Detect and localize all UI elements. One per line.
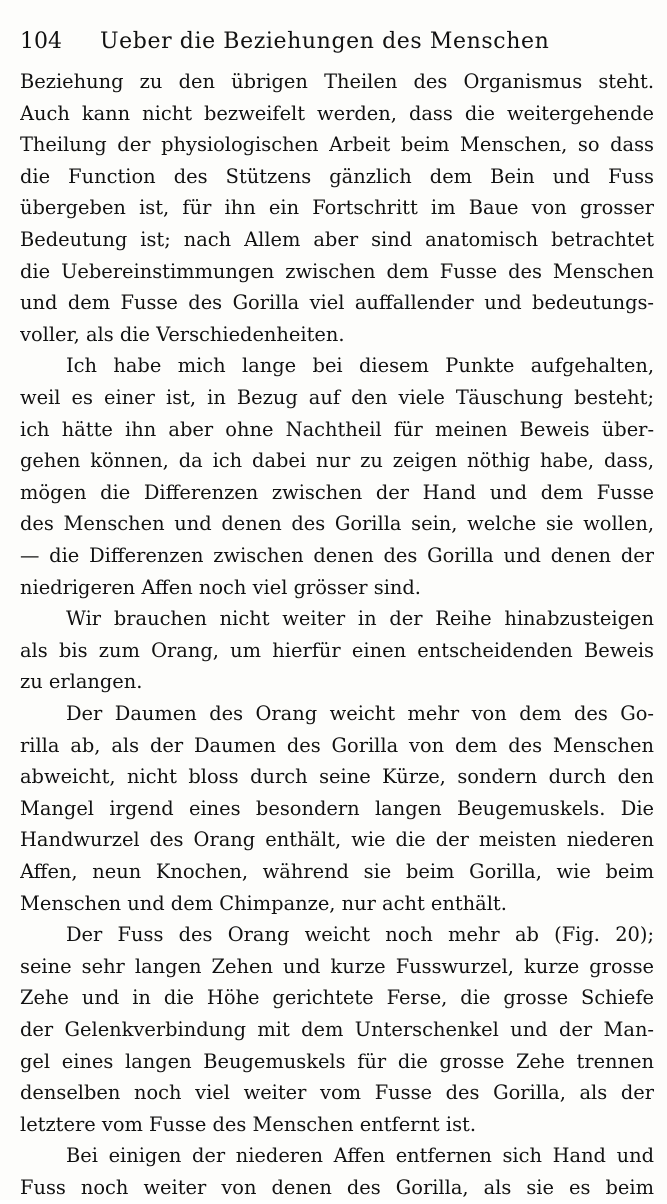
text-line: Fuss noch weiter von denen des Gorilla, als sie es beim [20,1176,654,1199]
page-number: 104 [20,29,62,54]
text-line: seine sehr langen Zehen und kurze Fusswurzel, kurze grosse [20,955,654,978]
text-line: Zehe und in die Höhe gerichtete Ferse, die grosse Schiefe [20,986,654,1009]
text-line: gehen können, da ich dabei nur zu zeigen nöthig habe, dass, [20,449,654,472]
running-title: Ueber die Beziehungen des Menschen [100,29,550,54]
text-line: abweicht, nicht bloss durch seine Kürze, sondern durch den [20,765,654,788]
text-line: gel eines langen Beugemuskels für die grosse Zehe trennen [20,1050,654,1073]
running-header [20,24,660,60]
text-line: die Function des Stützens gänzlich dem Bein und Fuss [20,165,654,188]
text-line: Theilung der physiologischen Arbeit beim Menschen, so dass [20,133,654,156]
text-line: rilla ab, als der Daumen des Gorilla von dem des Menschen [20,734,654,757]
text-line: Menschen und dem Chimpanze, nur acht enthält. [20,892,507,915]
text-line: des Menschen und denen des Gorilla sein, welche sie wollen, [20,512,654,535]
text-line: mögen die Differenzen zwischen der Hand und dem Fusse [20,481,654,504]
text-line: als bis zum Orang, um hierfür einen entscheidenden Beweis [20,639,654,662]
text-line: Wir brauchen nicht weiter in der Reihe hinabzusteigen [66,607,654,630]
text-line: der Gelenkverbindung mit dem Unterschenkel und der Man- [20,1018,654,1041]
text-line: denselben noch viel weiter vom Fusse des Gorilla, als der [20,1081,654,1104]
text-line: letztere vom Fusse des Menschen entfernt ist. [20,1113,477,1136]
text-line: voller, als die Verschiedenheiten. [20,323,345,346]
text-line: die Uebereinstimmungen zwischen dem Fusse des Menschen [20,260,654,283]
text-line: Bei einigen der niederen Affen entfernen sich Hand und [66,1144,654,1167]
text-line: Auch kann nicht bezweifelt werden, dass die weitergehende [20,102,654,125]
text-line: Beziehung zu den übrigen Theilen des Organismus steht. [20,70,654,93]
text-line: Affen, neun Knochen, während sie beim Gorilla, wie beim [20,860,654,883]
text-line: — die Differenzen zwischen denen des Gorilla und denen der [20,544,654,567]
text-line: ich hätte ihn aber ohne Nachtheil für meinen Beweis über- [20,418,654,441]
text-line: Der Daumen des Orang weicht mehr von dem des Go- [66,702,654,725]
text-line: zu erlangen. [20,670,143,693]
text-line: Der Fuss des Orang weicht noch mehr ab (Fig. 20); [66,923,654,946]
text-line: Bedeutung ist; nach Allem aber sind anatomisch betrachtet [20,228,654,251]
text-line: weil es einer ist, in Bezug auf den viele Täuschung besteht; [20,386,654,409]
text-line: niedrigeren Affen noch viel grösser sind. [20,576,421,599]
text-line: und dem Fusse des Gorilla viel auffallender und bedeutungs- [20,291,654,314]
text-line: Ich habe mich lange bei diesem Punkte aufgehalten, [66,354,654,377]
text-line: übergeben ist, für ihn ein Fortschritt im Baue von grosser [20,196,654,219]
text-line: Handwurzel des Orang enthält, wie die der meisten niederen [20,828,654,851]
text-line: Mangel irgend eines besondern langen Beugemuskels. Die [20,797,654,820]
